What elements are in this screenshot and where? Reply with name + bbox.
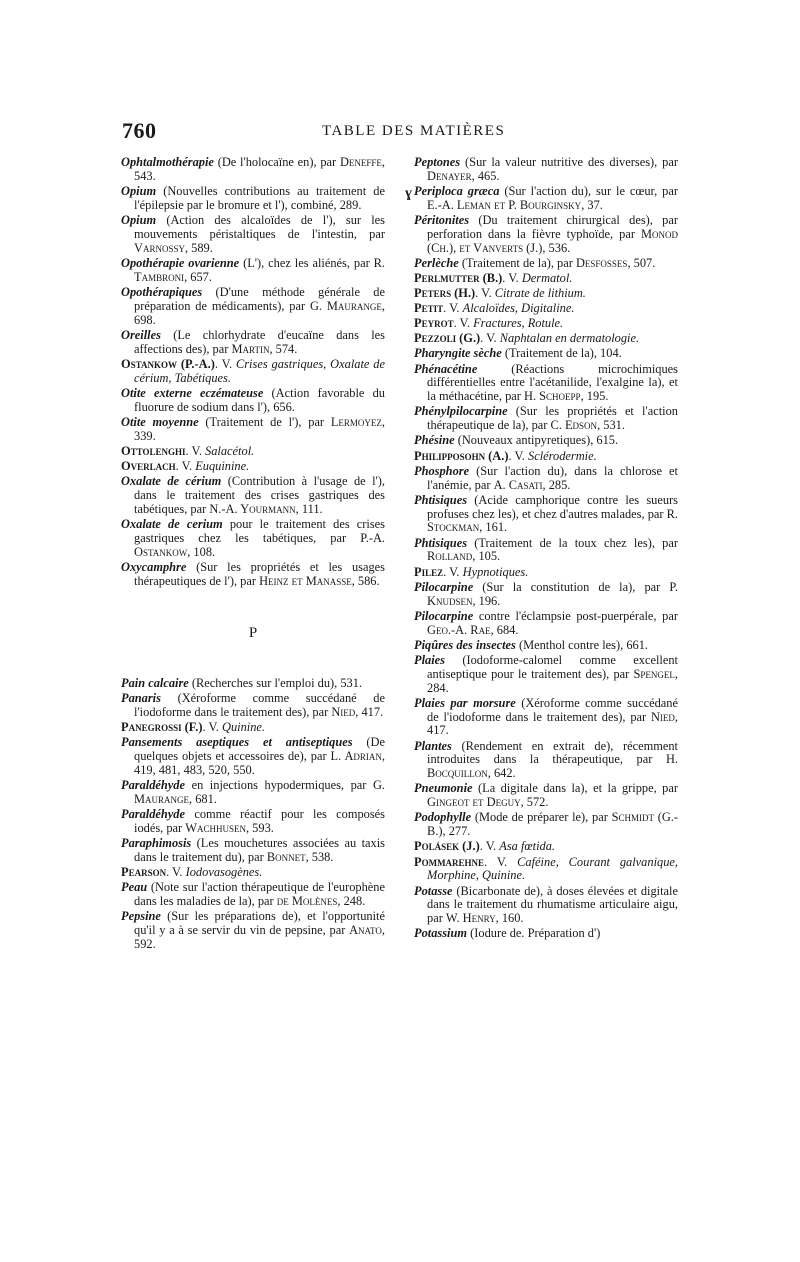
- entry-author: Geo.-A. Rae: [427, 622, 491, 637]
- entry-text: (Le chlorhydrate d'eucaïne dans les affections des), par: [134, 327, 385, 356]
- running-title: TABLE DES MATIÈRES: [322, 123, 506, 139]
- entry-heading: Oreilles: [121, 327, 161, 342]
- index-entry: [121, 692, 385, 720]
- entry-text: . V.: [502, 271, 522, 285]
- entry-author: Wachhusen: [185, 820, 246, 835]
- entry-author: Bonnet: [266, 849, 306, 864]
- entry-see-also: Salacétol.: [205, 443, 255, 458]
- entry-text: (Nouveaux antipyretiques), 615.: [454, 433, 619, 448]
- entry-heading: Otite moyenne: [121, 414, 199, 429]
- entry-text: comme réactif pour les composés iodés, par: [134, 806, 385, 835]
- entry-heading: Perlmutter (B.): [414, 271, 503, 285]
- entry-text: (Traitement de la), 104.: [501, 346, 622, 361]
- entry-see-also: Fractures, Rotule.: [473, 316, 564, 331]
- index-entry: [121, 837, 385, 865]
- entry-heading: Perlèche: [414, 255, 459, 270]
- entry-text: (Iodoforme-calomel comme excellent antiseptique pour le traitement des), par: [427, 652, 678, 681]
- index-entry: [414, 697, 678, 739]
- entry-text: . V.: [479, 839, 500, 854]
- entry-text: . V.: [175, 458, 196, 473]
- entry-pages: , 161.: [479, 520, 508, 535]
- entry-text: (Sur les propriétés et l'action thérapeutique de la), par: [427, 404, 678, 433]
- index-entry: [414, 450, 678, 464]
- entry-author: N.-A. Yourmann: [209, 501, 296, 516]
- entry-heading: Ostankow (P.-A.): [121, 356, 215, 371]
- entry-pages: , 105.: [472, 549, 501, 564]
- entry-text: (Sur les propriétés et les usages thérapeutiques de l'), par: [134, 559, 385, 588]
- entry-heading: Periploca græca: [414, 184, 500, 198]
- entry-heading: Opothérapie ovarienne: [121, 255, 240, 270]
- entry-author: H. Bocquillon: [427, 752, 678, 781]
- entry-author: Martin: [231, 341, 270, 356]
- entry-text: (Bicarbonate de), à doses élevées et digitale dans le traitement du rhumatisme articulaire aigu, par: [427, 883, 678, 926]
- entry-text: (Iodure de. Préparation d'): [467, 926, 601, 941]
- entry-text: (D'une méthode générale de préparation de médicaments), par: [134, 284, 385, 313]
- entry-see-also: Naphtalan en dermatologie.: [499, 331, 640, 346]
- entry-text: (De quelques objets et accessoires de), par: [134, 734, 386, 763]
- entry-text: (Sur l'action du), sur le cœur, par: [499, 184, 678, 198]
- entry-author: Schmidt (G.-B.): [427, 810, 678, 839]
- entry-heading: Pezzoli (G.): [414, 331, 481, 346]
- right-column: [414, 156, 678, 943]
- entry-see-also: Caféine, Courant galvanique, Morphine, Quinine.: [427, 854, 678, 883]
- index-entry: [414, 610, 678, 638]
- entry-pages: , 284.: [427, 666, 678, 695]
- index-entry: [121, 185, 385, 213]
- entry-pages: , 417.: [427, 709, 678, 738]
- index-entry: [414, 927, 678, 941]
- entry-heading: Oxycamphre: [121, 559, 187, 574]
- entry-pages: , 543.: [134, 155, 385, 183]
- entry-text: (Action des alcaloïdes de l'), sur les mouvements péristaltiques de l'intestin, par: [134, 213, 385, 241]
- entry-pages: , 531.: [597, 418, 625, 433]
- index-entry: [414, 302, 678, 316]
- entry-text: (Sur la constitution de la), par: [473, 579, 670, 594]
- entry-see-also: Dermatol.: [521, 271, 573, 285]
- entry-see-also: Euquinine.: [195, 458, 250, 473]
- entry-heading: Philipposohn (A.): [414, 448, 509, 463]
- entry-text: . V.: [214, 356, 236, 371]
- entry-text: . V.: [484, 854, 518, 869]
- entry-heading: Phtisiques: [414, 492, 468, 507]
- entry-see-also: Asa fœtida.: [499, 839, 556, 854]
- entry-author: L. Adrian: [330, 748, 382, 763]
- entry-heading: Panaris: [121, 690, 161, 705]
- entry-heading: Otite externe eczémateuse: [121, 385, 264, 400]
- entry-heading: Oxalate de cerium: [121, 516, 223, 531]
- entry-pages: , 698.: [134, 298, 385, 327]
- entry-author: Spengel: [633, 666, 675, 681]
- entry-text: (Contribution à l'usage de l'), dans le traitement des crises gastriques des tabétiques, par: [134, 474, 385, 516]
- entry-heading: Ottolenghi: [121, 443, 186, 458]
- entry-pages: , 277.: [442, 824, 471, 839]
- entry-heading: Pilocarpine: [414, 579, 474, 594]
- index-entry: [121, 677, 385, 691]
- entry-author: Desfosses: [575, 255, 628, 270]
- entry-text: (Sur la valeur nutritive des diverses), par: [460, 155, 678, 169]
- entry-see-also: Iodovasogènes.: [185, 864, 263, 879]
- entry-pages: , 507.: [627, 255, 656, 270]
- entry-text: (Acide camphorique contre les sueurs profuses chez les), et chez d'autres malades, par: [427, 492, 678, 521]
- index-entry: [121, 214, 385, 256]
- entry-text: contre l'éclampsie post-puerpérale, par: [473, 608, 678, 623]
- index-entry: [414, 465, 678, 493]
- page-number: 760: [122, 118, 157, 143]
- index-entry: [121, 460, 385, 474]
- entry-heading: Pearson: [121, 864, 167, 879]
- entry-text: (Traitement de la toux chez les), par: [467, 535, 678, 550]
- index-entry: [121, 257, 385, 285]
- entry-heading: Petit: [414, 301, 444, 316]
- index-entry: [414, 272, 678, 286]
- entry-pages: , 592.: [134, 922, 385, 951]
- entry-text: (Nouvelles contributions au traitement de l'épilepsie par le bromure et l'), combiné, 289.: [134, 184, 385, 212]
- entry-heading: Opium: [121, 184, 157, 198]
- entry-pages: , 536.: [542, 240, 571, 255]
- entry-text: . V.: [202, 719, 222, 734]
- entry-heading: Peyrot: [414, 316, 454, 331]
- entry-pages: , 586.: [351, 573, 380, 588]
- index-entry: [121, 561, 385, 589]
- entry-text: pour le traitement des crises gastriques chez les tabétiques, par: [134, 516, 385, 545]
- index-entry: [414, 566, 678, 580]
- page-header: [122, 118, 682, 152]
- index-entry: [121, 736, 385, 778]
- entry-heading: Overlach: [121, 458, 176, 473]
- index-entry: [414, 185, 678, 213]
- entry-see-also: Hypnotiques.: [462, 564, 529, 579]
- index-entry: [414, 317, 678, 331]
- index-entry: [121, 358, 385, 386]
- index-entry: [414, 740, 678, 782]
- entry-heading: Panegrossi (F.): [121, 719, 203, 734]
- entry-heading: Phésine: [414, 433, 455, 448]
- entry-heading: Plantes: [414, 738, 452, 753]
- entry-text: . V.: [166, 864, 186, 879]
- index-entry: [121, 881, 385, 909]
- index-entry: [414, 581, 678, 609]
- entry-author: E.-A. Leman et P. Bourginsky: [427, 197, 582, 212]
- entry-see-also: Citrate de lithium.: [494, 286, 586, 301]
- entry-author: Lermoyez: [330, 414, 382, 429]
- index-entry: [121, 329, 385, 357]
- entry-pages: , 684.: [490, 622, 519, 637]
- entry-author: Anato: [349, 922, 382, 937]
- entry-author: W. Henry: [445, 911, 496, 926]
- entry-author: Denayer: [427, 168, 472, 183]
- entry-author: G. Maurange: [134, 777, 385, 806]
- index-entry: [414, 885, 678, 927]
- entry-see-also: Sclérodermie.: [528, 448, 597, 463]
- index-entry: [121, 475, 385, 517]
- entry-author: Gingeot et Deguy: [427, 795, 521, 810]
- index-entry: [414, 287, 678, 301]
- entry-author: R. Tambroni: [134, 255, 385, 284]
- entry-author: Heinz et Manasse: [259, 573, 352, 588]
- entry-author: P.-A. Ostankow: [134, 530, 385, 559]
- entry-pages: , 37.: [581, 197, 603, 212]
- index-entry: [414, 434, 678, 448]
- entry-heading: Plaies: [414, 652, 445, 667]
- entry-text: . V.: [453, 316, 474, 331]
- entry-pages: , 572.: [520, 795, 549, 810]
- entry-heading: Pommarehne: [414, 854, 485, 869]
- entry-author: A. Casati: [493, 477, 543, 492]
- entry-pages: , 339.: [134, 414, 385, 443]
- index-entry: [414, 332, 678, 346]
- entry-heading: Plaies par morsure: [414, 695, 516, 710]
- entry-see-also: Crises gastriques, Oxalate de cérium, Tabétiques.: [134, 356, 385, 385]
- entry-pages: , 285.: [542, 477, 571, 492]
- entry-heading: Paraldéhyde: [121, 806, 186, 821]
- entry-pages: , 538.: [305, 849, 334, 864]
- entry-pages: , 465.: [471, 168, 500, 183]
- entry-heading: Opothérapiques: [121, 284, 203, 299]
- entry-pages: , 574.: [269, 341, 298, 356]
- entry-author: H. Schoepp: [524, 389, 581, 404]
- entry-author: G. Maurange: [309, 298, 382, 313]
- entry-text: (Rendement en extrait de), récemment introduites dans la thérapeutique, par: [427, 738, 678, 767]
- entry-pages: , 419, 481, 483, 520, 550.: [134, 748, 385, 777]
- entry-text: (Réactions microchimiques différentielles entre l'acétanilide, l'exalgine la), et la méthacétine, par: [427, 361, 678, 404]
- entry-heading: Pilez: [414, 564, 444, 579]
- index-entry: [414, 537, 678, 565]
- entry-pages: , 642.: [487, 766, 516, 781]
- entry-text: (Les mouchetures associées au taxis dans le traitement du), par: [134, 835, 385, 864]
- left-column: [121, 156, 385, 953]
- index-entry: [121, 156, 385, 184]
- index-entry: [121, 808, 385, 836]
- entry-heading: Potassium: [414, 926, 468, 941]
- entry-text: (Xéroforme comme succédané de l'iodoforme dans le traitement des), par: [134, 690, 385, 719]
- entry-heading: Oxalate de cérium: [121, 474, 222, 488]
- entry-heading: Podophylle: [414, 810, 472, 825]
- entry-pages: , 111.: [295, 501, 323, 516]
- entry-text: (Action favorable du fluorure de sodium dans l'), 656.: [134, 385, 385, 414]
- entry-author: R. Stockman: [427, 506, 678, 535]
- index-entry: [121, 416, 385, 444]
- index-entry: [414, 856, 678, 884]
- entry-text: . V.: [443, 301, 463, 316]
- entry-pages: , 417.: [355, 704, 384, 719]
- entry-text: . V.: [508, 448, 529, 463]
- entry-text: (Mode de préparer le), par: [471, 810, 612, 825]
- index-entry: [414, 654, 678, 696]
- entry-text: (Du traitement chirurgical des), par perforation dans la fièvre typhoïde, par: [427, 213, 678, 241]
- entry-author: Deneffe: [339, 155, 382, 169]
- index-entry: [414, 156, 678, 184]
- entry-pages: , 108.: [187, 544, 216, 559]
- entry-author: Nied: [331, 704, 356, 719]
- entry-text: (La digitale dans la), et la grippe, par: [472, 781, 678, 796]
- entry-pages: , 196.: [472, 593, 501, 608]
- index-entry: [414, 811, 678, 839]
- entry-heading: Pepsine: [121, 908, 161, 923]
- entry-text: (Traitement de l'), par: [198, 414, 331, 429]
- entry-heading: Phénacétine: [414, 361, 478, 376]
- index-entry: [121, 721, 385, 735]
- entry-text: (Note sur l'action thérapeutique de l'europhène dans les maladies de la), par: [134, 879, 385, 908]
- entry-pages: , 248.: [337, 893, 366, 908]
- entry-heading: Péritonites: [414, 213, 470, 227]
- entry-author: C. Edson: [550, 418, 598, 433]
- entry-heading: Opium: [121, 213, 157, 227]
- entry-heading: Phtisiques: [414, 535, 468, 550]
- entry-author: Rolland: [427, 549, 473, 564]
- index-entry: [414, 639, 678, 653]
- index-entry: [414, 347, 678, 361]
- entry-pages: , 657.: [184, 269, 212, 284]
- entry-heading: Peters (H.): [414, 286, 476, 301]
- index-entry: [121, 387, 385, 415]
- entry-text: (Traitement de la), par: [458, 255, 576, 270]
- entry-heading: Piqûres des insectes: [414, 637, 516, 652]
- entry-text: . V.: [443, 564, 463, 579]
- index-entry: [121, 779, 385, 807]
- entry-pages: , 589.: [184, 240, 213, 255]
- entry-pages: , 593.: [245, 820, 274, 835]
- entry-heading: Ophtalmothérapie: [121, 155, 214, 169]
- entry-author: de Molènes: [276, 893, 338, 908]
- index-entry: [121, 866, 385, 880]
- entry-heading: Phosphore: [414, 463, 470, 478]
- entry-text: . V.: [480, 331, 500, 346]
- index-entry: [121, 910, 385, 952]
- entry-heading: Pharyngite sèche: [414, 346, 502, 361]
- index-entry: [414, 214, 678, 256]
- entry-text: en injections hypodermiques, par: [185, 777, 373, 792]
- index-entry: [414, 405, 678, 433]
- index-entry: [414, 363, 678, 405]
- entry-text: (Xéroforme comme succédané de l'iodoforme dans le traitement des), par: [427, 695, 678, 724]
- entry-heading: Paraphimosis: [121, 835, 192, 850]
- entry-heading: Pneumonie: [414, 781, 473, 796]
- entry-text: (Sur l'action du), dans la chlorose et l'anémie, par: [427, 463, 678, 492]
- entry-author: Varnossy: [134, 240, 185, 255]
- entry-heading: Potasse: [414, 883, 453, 898]
- index-entry: [121, 286, 385, 328]
- index-entries-o: [121, 156, 385, 589]
- entry-pages: , 195.: [580, 389, 609, 404]
- entry-heading: Polásek (J.): [414, 839, 480, 854]
- index-entry: [414, 494, 678, 536]
- entry-text: . V.: [475, 286, 495, 301]
- entry-text: (Recherches sur l'emploi du), 531.: [188, 675, 363, 690]
- index-entry: [121, 518, 385, 560]
- entry-heading: Pain calcaire: [121, 675, 189, 690]
- entry-text: . V.: [185, 443, 206, 458]
- index-entries-p-left: [121, 677, 385, 952]
- entry-see-also: Alcaloïdes, Digitaline.: [462, 301, 575, 316]
- entry-heading: Pansements aseptiques et antiseptiques: [121, 734, 353, 749]
- index-entries-p-right: [414, 156, 678, 941]
- entry-heading: Peptones: [414, 155, 461, 169]
- index-entry: [414, 840, 678, 854]
- entry-author: Monod (Ch.), et Vanverts (J.): [427, 226, 678, 255]
- entry-heading: Phénylpilocarpine: [414, 404, 508, 419]
- section-letter: P: [248, 624, 258, 641]
- margin-mark: ɣ: [405, 186, 412, 201]
- entry-author: P. Knudsen: [427, 579, 678, 608]
- entry-heading: Paraldéhyde: [121, 777, 186, 792]
- entry-pages: , 681.: [189, 791, 217, 806]
- entry-text: (L'), chez les aliénés, par: [239, 255, 374, 270]
- entry-see-also: Quinine.: [222, 719, 266, 734]
- entry-heading: Pilocarpine: [414, 608, 474, 623]
- entry-text: (Sur les préparations de), et l'opportunité qu'il y a à se servir du vin de pepsine, par: [134, 908, 385, 937]
- entry-text: (Menthol contre les), 661.: [515, 637, 649, 652]
- entry-author: Nied: [650, 709, 675, 724]
- index-entry: [121, 445, 385, 459]
- entry-text: (De l'holocaïne en), par: [213, 155, 340, 169]
- entry-heading: Peau: [121, 879, 148, 894]
- index-entry: [414, 257, 678, 271]
- index-entry: [414, 782, 678, 810]
- entry-pages: , 160.: [495, 911, 524, 926]
